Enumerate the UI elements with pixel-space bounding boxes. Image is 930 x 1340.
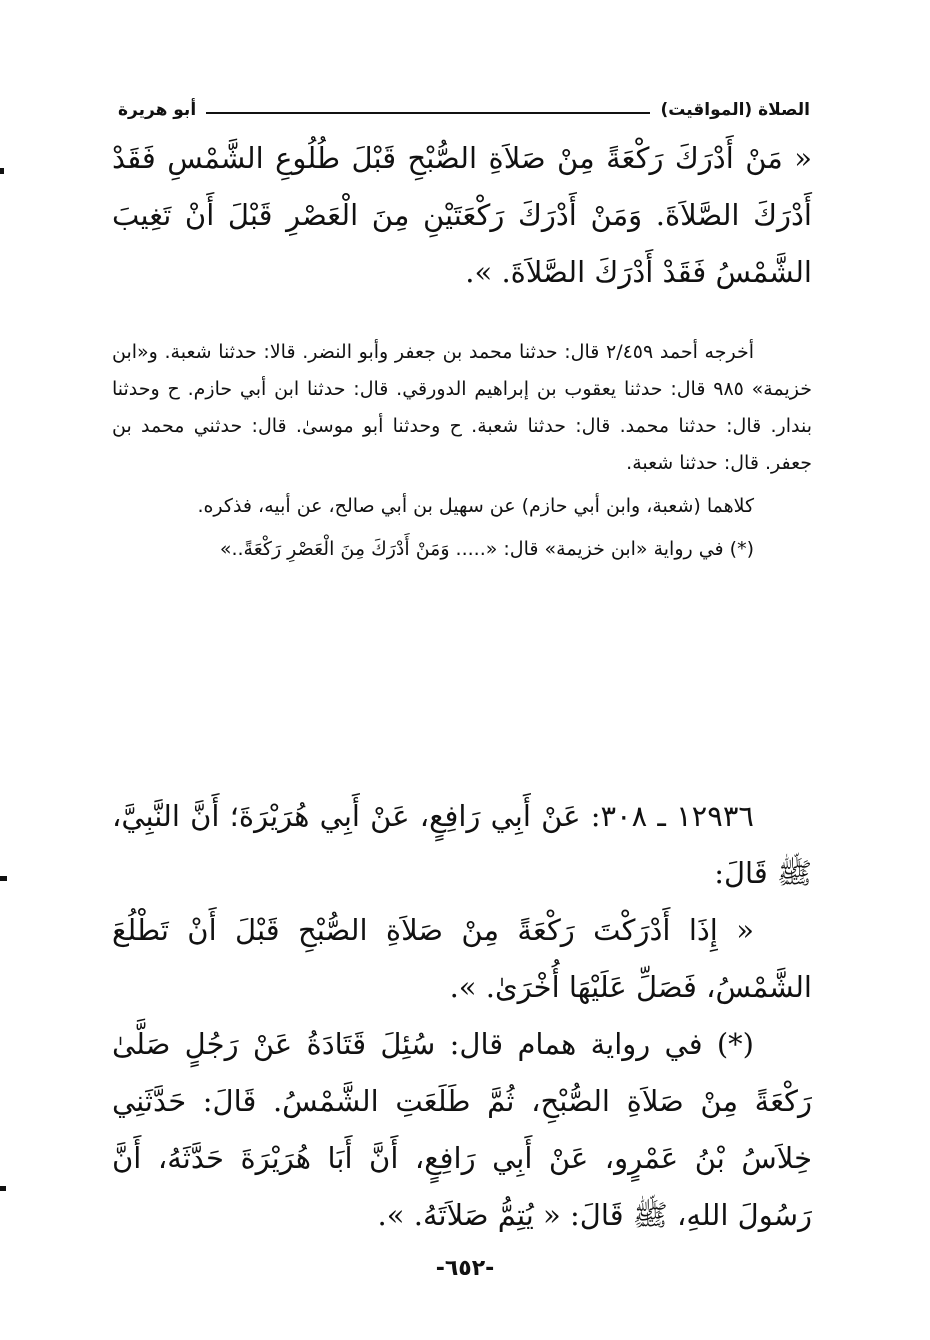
header-rule	[206, 112, 650, 114]
scan-edge-mark	[0, 876, 7, 881]
hadith-1-sources	[112, 334, 812, 568]
hadith-1-text	[112, 130, 812, 301]
running-header	[118, 96, 810, 120]
page-number: -٦٥٢-	[435, 1256, 495, 1281]
sources-paragraph-1: أخرجه أحمد ٢/٤٥٩ قال: حدثنا محمد بن جعفر وأبو النضر. قالا: حدثنا شعبة. و«ابن خزيمة» ٩٨٥ قال: حدثنا يعقوب بن إبراهيم الدورقي. قال: حدثنا ابن أبي حازم. ح وحدثنا بندار. قال: حدثنا محمد. قال: حدثنا شعبة. ح وحدثنا أبو موسىٰ. قال: حدثني محمد بن جعفر. قال: حدثنا شعبة.	[112, 341, 812, 474]
header-narrator: أبو هريرة	[118, 100, 197, 120]
sources-paragraph-2: كلاهما (شعبة، وابن أبي حازم) عن سهيل بن أبي صالح، عن أبيه، فذكره.	[197, 495, 754, 517]
hadith-2-text: « إِذَا أَدْرَكْتَ رَكْعَةً مِنْ صَلاَةِ الصُّبْحِ قَبْلَ أَنْ تَطْلُعَ الشَّمْسُ، فَصَلِّ عَلَيْهَا أُخْرَىٰ. ».	[112, 913, 812, 1004]
sources-note: (*) في رواية «ابن خزيمة» قال: «..... وَمَنْ أَدْرَكَ مِنَ الْعَصْرِ رَكْعَةً..»	[219, 538, 754, 560]
header-chapter: الصلاة (المواقيت)	[660, 100, 810, 120]
hadith-1-paragraph: « مَنْ أَدْرَكَ رَكْعَةً مِنْ صَلاَةِ الصُّبْحِ قَبْلَ طُلُوعِ الشَّمْسِ فَقَدْ أَدْرَكَ الصَّلاَةَ. وَمَنْ أَدْرَكَ رَكْعَتَيْنِ مِنَ الْعَصْرِ قَبْلَ أَنْ تَغِيبَ الشَّمْسُ فَقَدْ أَدْرَكَ الصَّلاَةَ. ».	[112, 141, 812, 289]
hadith-2-intro: ١٢٩٣٦ ـ ٣٠٨: عَنْ أَبِي رَافِعٍ، عَنْ أَبِي هُرَيْرَةَ؛ أَنَّ النَّبِيَّ، ﷺ قَالَ:	[112, 799, 812, 890]
hadith-2-note: (*) في رواية همام قال: سُئِلَ قَتَادَةُ عَنْ رَجُلٍ صَلَّىٰ رَكْعَةً مِنْ صَلاَةِ الصُّبْحِ، ثُمَّ طَلَعَتِ الشَّمْسُ. قَالَ: حَدَّثَنِي خِلاَسُ بْنُ عَمْرٍو، عَنْ أَبِي رَافِعٍ، أَنَّ أَبَا هُرَيْرَةَ حَدَّثَهُ، أَنَّ رَسُولَ اللهِ، ﷺ قَالَ: « يُتِمُّ صَلاَتَهُ. ».	[112, 1027, 812, 1232]
hadith-2	[112, 788, 812, 1244]
scan-edge-mark	[0, 1186, 6, 1191]
scan-edge-mark	[0, 168, 4, 174]
